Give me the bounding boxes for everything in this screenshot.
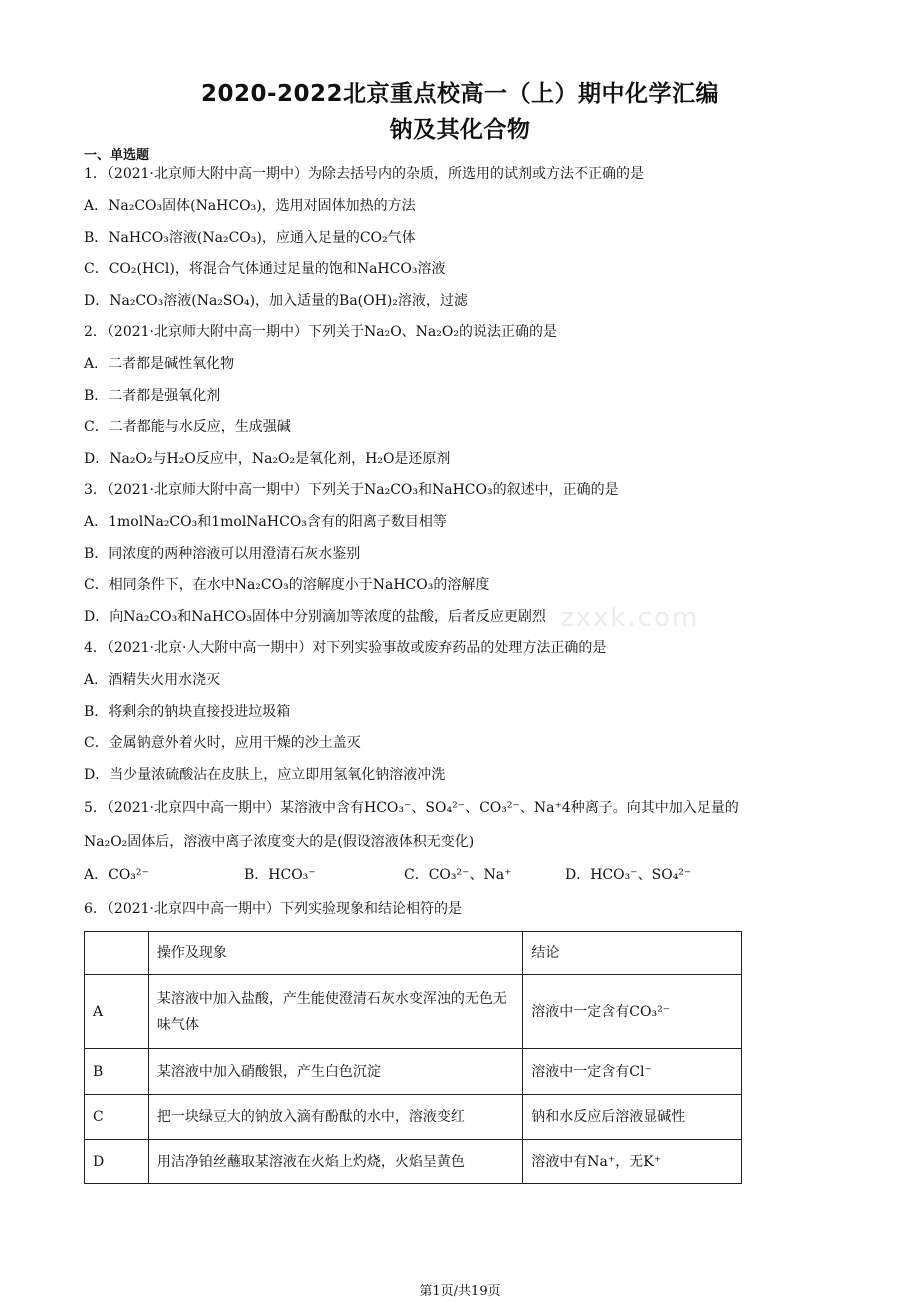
question-3-option-c: C．相同条件下，在水中Na₂CO₃的溶解度小于NaHCO₃的溶解度 (84, 577, 490, 593)
question-1-stem: 1．（2021·北京师大附中高一期中）为除去括号内的杂质，所选用的试剂或方法不正确的是 (84, 166, 644, 182)
question-2-option-a: A．二者都是碱性氧化物 (84, 356, 235, 372)
row-conclusion: 溶液中有Na⁺，无K⁺ (523, 1140, 742, 1184)
table-header-cell (85, 932, 149, 975)
question-3-option-d: D．向Na₂CO₃和NaHCO₃固体中分别滴加等浓度的盐酸，后者反应更剧烈 (84, 609, 546, 625)
table-row (85, 1049, 742, 1095)
question-4-option-c: C．金属钠意外着火时，应用干燥的沙土盖灭 (84, 735, 361, 751)
row-label: C (85, 1095, 149, 1140)
table-header-row (85, 932, 742, 975)
question-5-option-b: B．HCO₃⁻ (244, 867, 316, 883)
question-1-option-d: D．Na₂CO₃溶液(Na₂SO₄)，加入适量的Ba(OH)₂溶液，过滤 (84, 293, 468, 309)
row-operation: 把一块绿豆大的钠放入滴有酚酞的水中，溶液变红 (148, 1095, 522, 1140)
row-operation: 用洁净铂丝蘸取某溶液在火焰上灼烧，火焰呈黄色 (148, 1140, 522, 1184)
row-label: B (85, 1049, 149, 1095)
watermark: zxxk.com (560, 603, 700, 633)
question-1-option-a: A．Na₂CO₃固体(NaHCO₃)，选用对固体加热的方法 (84, 198, 416, 214)
section-heading: 一、单选题 (84, 148, 150, 163)
question-5-option-a: A．CO₃²⁻ (84, 867, 149, 883)
question-4-option-a: A．酒精失火用水浇灭 (84, 672, 221, 688)
table-header-cell: 结论 (523, 932, 742, 975)
question-2-option-c: C．二者都能与水反应，生成强碱 (84, 419, 291, 435)
page-footer: 第1页/共19页 (419, 1284, 501, 1299)
question-5-option-d: D．HCO₃⁻、SO₄²⁻ (565, 867, 692, 883)
question-5-option-c: C．CO₃²⁻、Na⁺ (404, 867, 512, 883)
question-2-stem: 2．（2021·北京师大附中高一期中）下列关于Na₂O、Na₂O₂的说法正确的是 (84, 324, 557, 340)
row-conclusion: 溶液中一定含有CO₃²⁻ (523, 975, 742, 1049)
table-header-cell: 操作及现象 (148, 932, 522, 975)
row-operation: 某溶液中加入硝酸银，产生白色沉淀 (148, 1049, 522, 1095)
table-row (85, 1095, 742, 1140)
question-3-option-a: A．1molNa₂CO₃和1molNaHCO₃含有的阳离子数目相等 (84, 514, 447, 530)
question-4-option-d: D．当少量浓硫酸沾在皮肤上，应立即用氢氧化钠溶液冲洗 (84, 767, 446, 783)
row-label: D (85, 1140, 149, 1184)
row-conclusion: 溶液中一定含有Cl⁻ (523, 1049, 742, 1095)
question-3-option-b: B．同浓度的两种溶液可以用澄清石灰水鉴别 (84, 546, 361, 562)
question-1-option-b: B．NaHCO₃溶液(Na₂CO₃)，应通入足量的CO₂气体 (84, 230, 416, 246)
table-row (85, 975, 742, 1049)
question-6-table (84, 931, 742, 1184)
question-5-stem-line1: 5．（2021·北京四中高一期中）某溶液中含有HCO₃⁻、SO₄²⁻、CO₃²⁻、Na⁺4种离子。向其中加入足量的 (84, 800, 739, 816)
table-row (85, 1140, 742, 1184)
question-3-stem: 3．（2021·北京师大附中高一期中）下列关于Na₂CO₃和NaHCO₃的叙述中，正确的是 (84, 482, 619, 498)
question-2-option-d: D．Na₂O₂与H₂O反应中，Na₂O₂是氧化剂，H₂O是还原剂 (84, 451, 451, 467)
row-conclusion: 钠和水反应后溶液显碱性 (523, 1095, 742, 1140)
question-1-option-c: C．CO₂(HCl)，将混合气体通过足量的饱和NaHCO₃溶液 (84, 261, 446, 277)
row-label: A (85, 975, 149, 1049)
question-6-stem: 6．（2021·北京四中高一期中）下列实验现象和结论相符的是 (84, 901, 462, 917)
question-4-stem: 4．（2021·北京·人大附中高一期中）对下列实验事故或废弃药品的处理方法正确的是 (84, 640, 607, 656)
question-2-option-b: B．二者都是强氧化剂 (84, 388, 221, 404)
page-subtitle: 钠及其化合物 (389, 117, 531, 143)
question-5-stem-line2: Na₂O₂固体后，溶液中离子浓度变大的是(假设溶液体积无变化) (84, 834, 475, 850)
question-4-option-b: B．将剩余的钠块直接投进垃圾箱 (84, 704, 291, 720)
page-title: 2020-2022北京重点校高一（上）期中化学汇编 (200, 81, 720, 107)
row-operation: 某溶液中加入盐酸，产生能使澄清石灰水变浑浊的无色无味气体 (148, 975, 522, 1049)
